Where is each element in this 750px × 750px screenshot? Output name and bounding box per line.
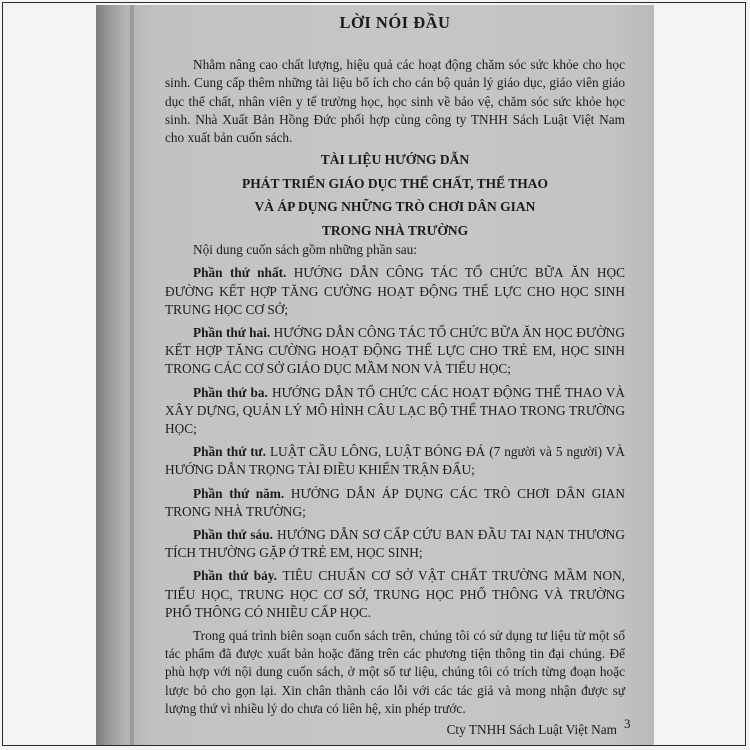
intro-paragraph: Nhằm nâng cao chất lượng, hiệu quả các hoạt động chăm sóc sức khỏe cho học sinh. Cung cấp thêm những tài liệu bổ ích cho cán bộ quản lý giáo dục, giáo viên giáo dục thể chất, nhân viên y tế trường học, học sinh về bảo vệ, chăm sóc sức khỏe học sinh. Nhà Xuất Bản Hồng Đức phối hợp cùng công ty TNHH Sách Luật Việt Nam cho xuất bản cuốn sách.: [165, 57, 625, 146]
signature: Cty TNHH Sách Luật Việt Nam: [446, 722, 617, 738]
part-text: HƯỚNG DẪN TỔ CHỨC CÁC HOẠT ĐỘNG THỂ THAO VÀ XÂY DỰNG, QUẢN LÝ MÔ HÌNH CÂU LẠC BỘ THỂ THAO TRONG TRƯỜNG HỌC;: [165, 384, 626, 437]
part-label: Phần thứ bảy.: [193, 568, 278, 584]
part-text: HƯỚNG DẪN CÔNG TÁC TỔ CHỨC BỮA ĂN HỌC ĐƯỜNG KẾT HỢP TĂNG CƯỜNG HOẠT ĐỘNG THỂ LỰC CHO TRẺ EM, HỌC SINH TRONG CÁC CƠ SỞ GIÁO DỤC MẦM NON VÀ TIỂU HỌC;: [165, 325, 626, 377]
part-item: [165, 485, 625, 521]
part-label: Phần thứ tư.: [193, 444, 266, 460]
page-fold-shadow: [130, 5, 134, 745]
part-text: HƯỚNG DẪN SƠ CẤP CỨU BAN ĐẦU TAI NẠN THƯƠNG TÍCH THƯỜNG GẶP Ở TRẺ EM, HỌC SINH;: [165, 527, 626, 561]
part-item: [165, 443, 625, 479]
book-title-line: PHÁT TRIỂN GIÁO DỤC THỂ CHẤT, THỂ THAO: [241, 175, 549, 191]
part-item: [165, 264, 625, 319]
book-title-line: TÀI LIỆU HƯỚNG DẪN: [320, 152, 470, 168]
book-title-line: TRONG NHÀ TRƯỜNG: [321, 222, 469, 238]
contents-intro: Nội dung cuốn sách gồm những phần sau:: [193, 242, 417, 258]
closing-paragraph: Trong quá trình biên soạn cuốn sách trên, chúng tôi có sử dụng tư liệu từ một số tác phẩm đã được xuất bản hoặc đăng trên các phương tiện thông tin đại chúng. Để phù hợp với nội dung cuốn sách, ở một số tư liệu, chúng tôi có trích từng đoạn hoặc lược bỏ cho gọn lại. Xin chân thành cáo lỗi với các tác giả và mong nhận được sự lượng thứ vì nhiều lý do chưa có liên hệ, xin phép trước.: [165, 628, 625, 716]
page-title: LỜI NÓI ĐẦU: [339, 13, 451, 32]
part-text: TIÊU CHUẨN CƠ SỞ VẬT CHẤT TRƯỜNG MẦM NON, TIỂU HỌC, TRUNG HỌC CƠ SỞ, TRUNG HỌC PHỔ THÔNG VÀ TRƯỜNG PHỔ THÔNG CÓ NHIỀU CẤP HỌC.: [165, 568, 625, 620]
page-content: [165, 14, 625, 739]
part-label: Phần thứ ba.: [193, 384, 268, 400]
part-item: [165, 384, 625, 439]
part-text: HƯỚNG DẪN CÔNG TÁC TỔ CHỨC BỮA ĂN HỌC ĐƯỜNG KẾT HỢP TĂNG CƯỜNG HOẠT ĐỘNG THỂ LỰC CHO HỌC SINH TRUNG HỌC CƠ SỞ;: [165, 265, 626, 317]
part-item: [165, 567, 625, 622]
part-label: Phần thứ sáu.: [193, 527, 273, 543]
part-label: Phần thứ nhất.: [193, 265, 287, 281]
book-title-line: VÀ ÁP DỤNG NHỮNG TRÒ CHƠI DÂN GIAN: [254, 199, 536, 215]
part-label: Phần thứ hai.: [193, 325, 271, 341]
part-text: LUẬT CẦU LÔNG, LUẬT BÓNG ĐÁ (7 người và 5 người) VÀ HƯỚNG DẪN TRỌNG TÀI ĐIỀU KHIỂN TRẬN ĐẤU;: [165, 444, 626, 478]
part-item: [165, 526, 625, 562]
part-label: Phần thứ năm.: [193, 485, 285, 501]
part-text: HƯỚNG DẪN ÁP DỤNG CÁC TRÒ CHƠI DÂN GIAN TRONG NHÀ TRƯỜNG;: [165, 485, 625, 519]
book-title-block: [165, 150, 625, 241]
page-number: 3: [624, 716, 631, 731]
part-item: [165, 324, 625, 379]
